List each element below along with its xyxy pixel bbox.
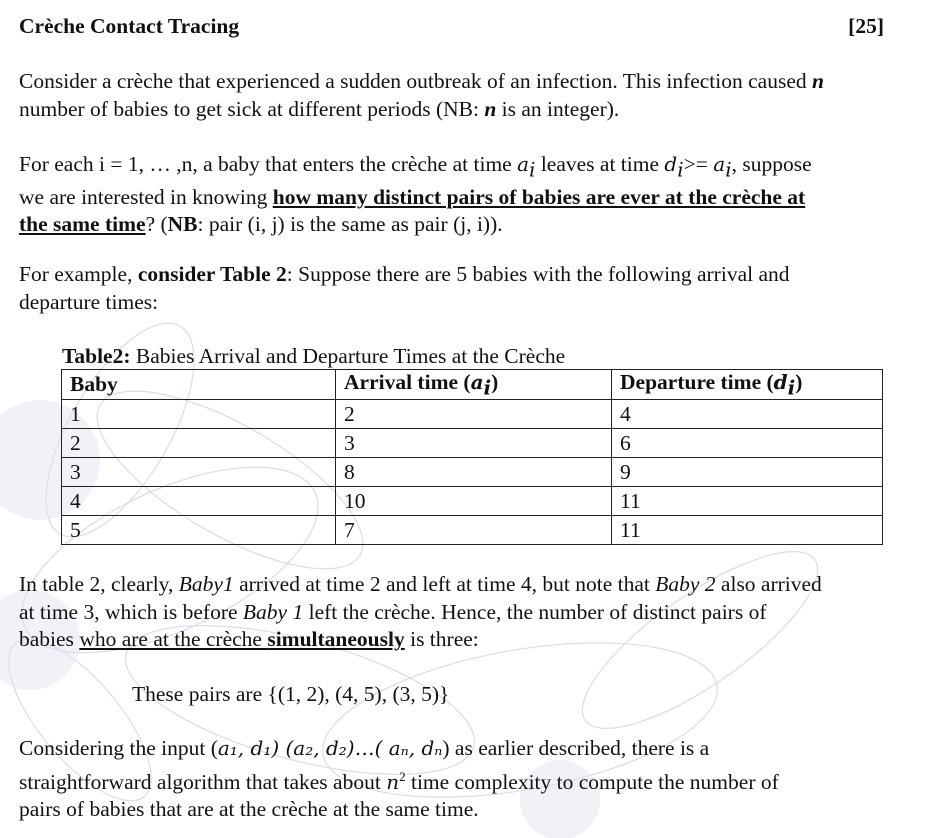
explanation-simultaneously: simultaneously [267,627,405,651]
cell-baby: 5 [62,516,336,545]
cell-baby: 3 [62,458,336,487]
var-d: d [664,152,678,176]
table-header-row [62,370,883,400]
explanation-text-5: left the crèche. Hence, the number of distinct pairs of [303,599,767,624]
problem-text-4: , suppose [731,152,812,176]
example-paragraph [19,261,790,316]
sub-i: i [483,375,492,400]
problem-text-2: leaves at time [535,152,665,176]
explanation-text-1: In table 2, clearly, [19,572,179,596]
cell-arrival: 10 [336,487,612,516]
cell-arrival: 7 [336,516,612,545]
baby-1-ref: Baby 1 [242,599,304,624]
cell-departure: 9 [612,458,883,487]
cell-departure: 6 [612,429,883,458]
sub-i: i [787,375,796,400]
nb-label: NB [167,212,198,237]
table-row [62,400,883,429]
problem-text-7: : pair (i, j) is the same as pair (j, i)). [197,212,503,237]
var-a: a [517,152,530,176]
table-row [62,429,883,458]
question-marks: [25] [848,14,884,38]
baby-1-ref: Baby1 [178,572,234,596]
example-text-3: departure times: [19,289,159,314]
cell-baby: 2 [62,429,336,458]
explanation-text-4: at time 3, which is before [19,599,243,624]
header-departure: Departure time $(d_i)$ [612,370,883,400]
header-arrival: Arrival time $(a_i)$ [336,370,612,400]
var-n: n [812,69,824,93]
cell-departure: 4 [612,400,883,429]
table-caption-text: Babies Arrival and Departure Times at the Crèche [130,344,566,368]
table-row [62,487,883,516]
problem-text-5: we are interested in knowing [19,184,273,209]
intro-text-2: number of babies to get sick at different periods (NB: [19,96,485,121]
algorithm-text-2: ) as earlier described, there is a [442,736,710,760]
var-d: d [773,370,788,394]
cell-arrival: 8 [336,458,612,487]
table-caption-label: Table2: [62,344,131,368]
key-question: how many distinct pairs of babies are ever at the crèche at [272,184,806,209]
explanation-paragraph [19,571,822,654]
var-n: n [386,769,400,794]
algorithm-text-5: pairs of babies that are at the crèche at the same time. [19,797,479,822]
cell-baby: 4 [62,487,336,516]
problem-paragraph [19,151,812,239]
arrival-departure-table [61,369,883,545]
algorithm-paragraph [19,735,779,824]
explanation-text-3: also arrived [715,572,822,596]
example-text-1: For example, [19,262,138,286]
header-arrival-label: Arrival time ( [344,370,471,394]
explanation-text-6: babies [19,627,80,651]
input-expression: a₁, d₁) (a₂, d₂)…( aₙ, dₙ [217,736,443,760]
exponent-2: 2 [399,768,406,784]
algorithm-text-1: Considering the input ( [19,736,218,760]
var-a: a [713,152,726,176]
var-n: n [484,96,497,121]
var-a: a [470,370,484,394]
intro-paragraph [19,68,824,123]
table-row [62,516,883,545]
explanation-underlined: who are at the crèche [79,627,268,651]
key-question-end: the same time [19,212,146,237]
cell-departure: 11 [612,487,883,516]
sub-i: i [725,157,732,182]
pairs-line: These pairs are {(1, 2), (4, 5), (3, 5)} [132,682,450,706]
baby-2-ref: Baby 2 [655,572,716,596]
problem-text-6: ? ( [145,212,168,237]
sub-i: i [677,157,684,182]
problem-text-3: >= [683,152,714,176]
cell-arrival: 2 [336,400,612,429]
table-caption [62,343,565,369]
question-title: Crèche Contact Tracing [19,14,240,38]
cell-arrival: 3 [336,429,612,458]
header-departure-label: Departure time ( [620,370,774,394]
algorithm-text-4: time complexity to compute the number of [405,769,779,794]
explanation-text-2: arrived at time 2 and left at time 4, but note that [233,572,656,596]
explanation-text-7: is three: [404,627,479,651]
cell-departure: 11 [612,516,883,545]
cell-baby: 1 [62,400,336,429]
table-row [62,458,883,487]
intro-text-3: is an integer). [496,96,620,121]
sub-i: i [529,157,536,182]
example-bold: consider Table 2 [137,262,287,286]
intro-text-1: Consider a crèche that experienced a sudden outbreak of an infection. This infection caused [19,69,813,93]
example-text-2: : Suppose there are 5 babies with the following arrival and [286,262,790,286]
problem-text-1: For each i = 1, … ,n, a baby that enters the crèche at time [19,152,518,176]
algorithm-text-3: straightforward algorithm that takes about [19,769,387,794]
header-baby: Baby [62,370,336,400]
